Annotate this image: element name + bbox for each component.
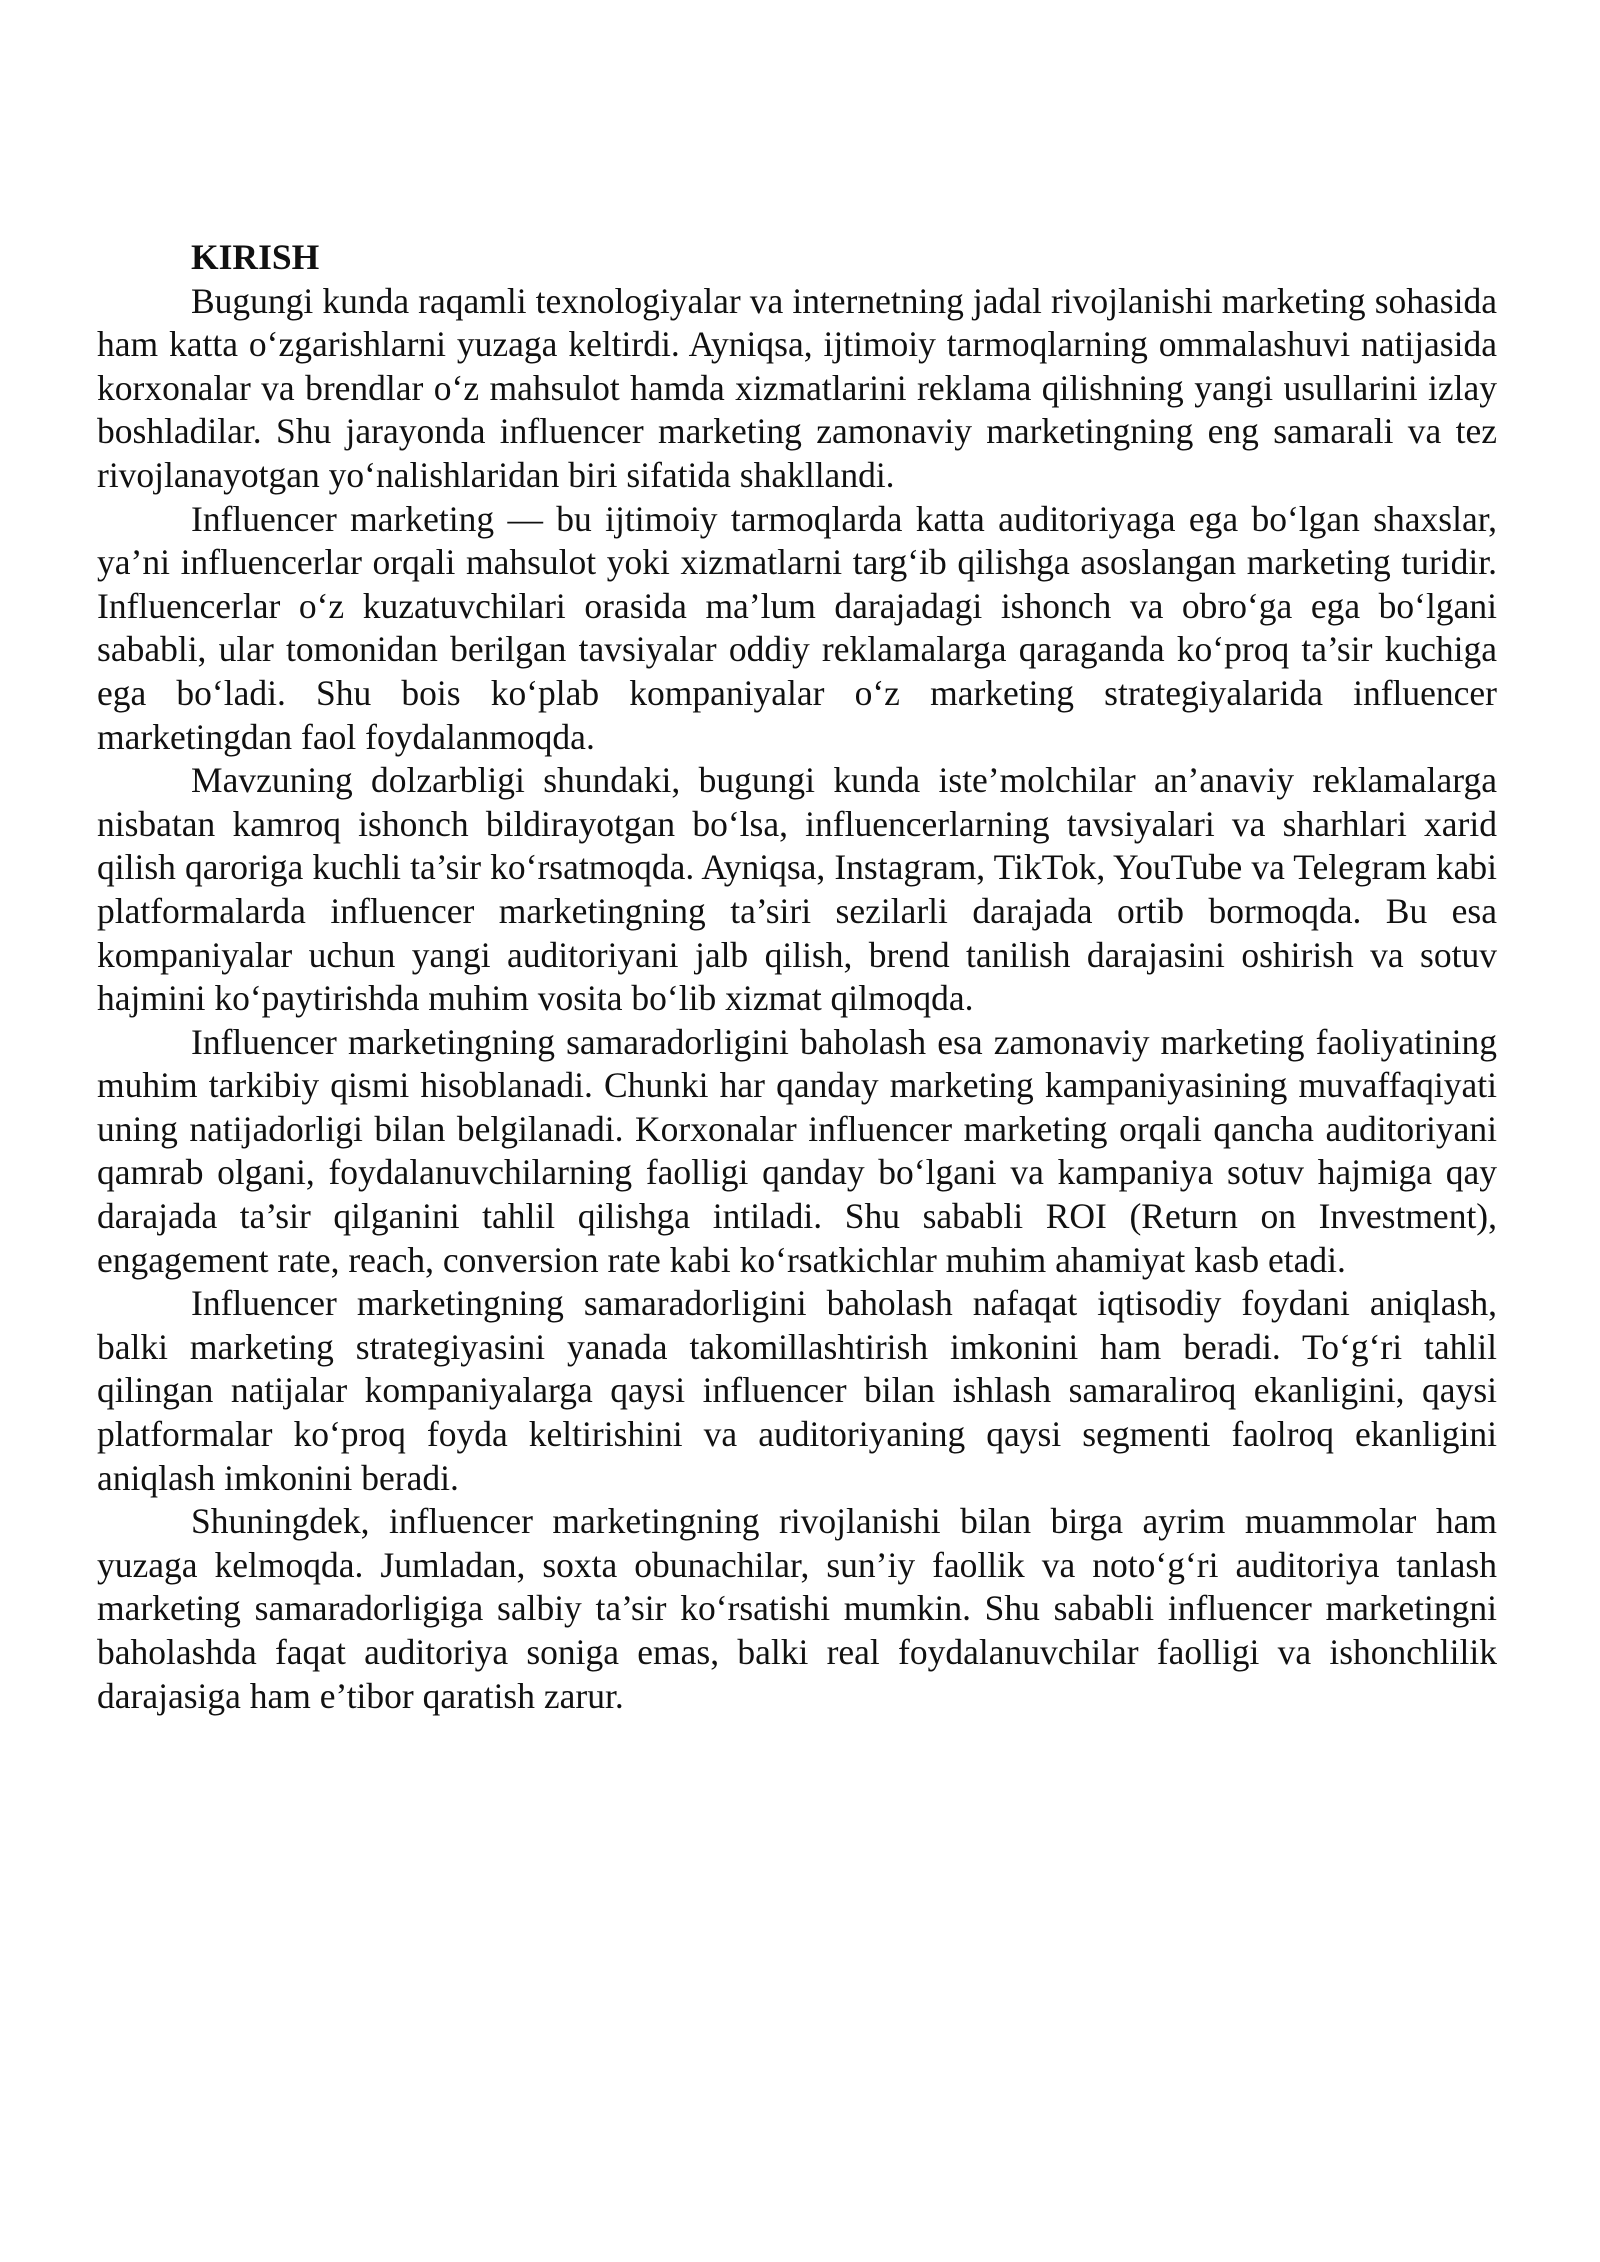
paragraph-4: Influencer marketingning samaradorligini baholash esa zamonaviy marketing faoliyatining muhim tarkibiy qismi hisoblanadi. Chunki har qanday marketing kampaniyasining muvaffaqiyati uning natijadorligi bilan belgilanadi. Korxonalar influencer marketing orqali qancha auditoriyani qamrab olgani, foydalanuvchilarning faolligi qanday bo‘lgani va kampaniya sotuv hajmiga qay darajada ta’sir qilganini tahlil qilishga intiladi. Shu sababli ROI (Return on Investment), engagement rate, reach, conversion rate kabi ko‘rsatkichlar muhim ahamiyat kasb etadi. (97, 1021, 1497, 1280)
document-page (97, 236, 1497, 1718)
paragraph-3: Mavzuning dolzarbligi shundaki, bugungi kunda iste’molchilar an’anaviy reklamalarga nisbatan kamroq ishonch bildirayotgan bo‘lsa, influencerlarning tavsiyalari va sharhlari xarid qilish qaroriga kuchli ta’sir ko‘rsatmoqda. Ayniqsa, Instagram, TikTok, YouTube va Telegram kabi platformalarda influencer marketingning ta’siri sezilarli darajada ortib bormoqda. Bu esa kompaniyalar uchun yangi auditoriyani jalb qilish, brend tanilish darajasini oshirish va sotuv hajmini ko‘paytirishda muhim vosita bo‘lib xizmat qilmoqda. (97, 760, 1497, 1019)
section-heading: KIRISH (191, 237, 320, 277)
paragraph-5: Influencer marketingning samaradorligini baholash nafaqat iqtisodiy foydani aniqlash, balki marketing strategiyasini yanada takomillashtirish imkonini ham beradi. To‘g‘ri tahlil qilingan natijalar kompaniyalarga qaysi influencer bilan ishlash samaraliroq ekanligini, qaysi platformalar ko‘proq foyda keltirishini va auditoriyaning qaysi segmenti faolroq ekanligini aniqlash imkonini beradi. (97, 1283, 1497, 1498)
paragraph-6: Shuningdek, influencer marketingning rivojlanishi bilan birga ayrim muammolar ham yuzaga kelmoqda. Jumladan, soxta obunachilar, sun’iy faollik va noto‘g‘ri auditoriya tanlash marketing samaradorligiga salbiy ta’sir ko‘rsatishi mumkin. Shu sababli influencer marketingni baholashda faqat auditoriya soniga emas, balki real foydalanuvchilar faolligi va ishonchlilik darajasiga ham e’tibor qaratish zarur. (97, 1501, 1497, 1716)
paragraph-1: Bugungi kunda raqamli texnologiyalar va internetning jadal rivojlanishi marketing sohasida ham katta o‘zgarishlarni yuzaga keltirdi. Ayniqsa, ijtimoiy tarmoqlarning ommalashuvi natijasida korxonalar va brendlar o‘z mahsulot hamda xizmatlarini reklama qilishning yangi usullarini izlay boshladilar. Shu jarayonda influencer marketing zamonaviy marketingning eng samarali va tez rivojlanayotgan yo‘nalishlaridan biri sifatida shakllandi. (97, 280, 1497, 495)
paragraph-2: Influencer marketing — bu ijtimoiy tarmoqlarda katta auditoriyaga ega bo‘lgan shaxslar, ya’ni influencerlar orqali mahsulot yoki xizmatlarni targ‘ib qilishga asoslangan marketing turidir. Influencerlar o‘z kuzatuvchilari orasida ma’lum darajadagi ishonch va obro‘ga ega bo‘lgani sababli, ular tomonidan berilgan tavsiyalar oddiy reklamalarga qaraganda ko‘proq ta’sir kuchiga ega bo‘ladi. Shu bois ko‘plab kompaniyalar o‘z marketing strategiyalarida influencer marketingdan faol foydalanmoqda. (97, 498, 1497, 757)
